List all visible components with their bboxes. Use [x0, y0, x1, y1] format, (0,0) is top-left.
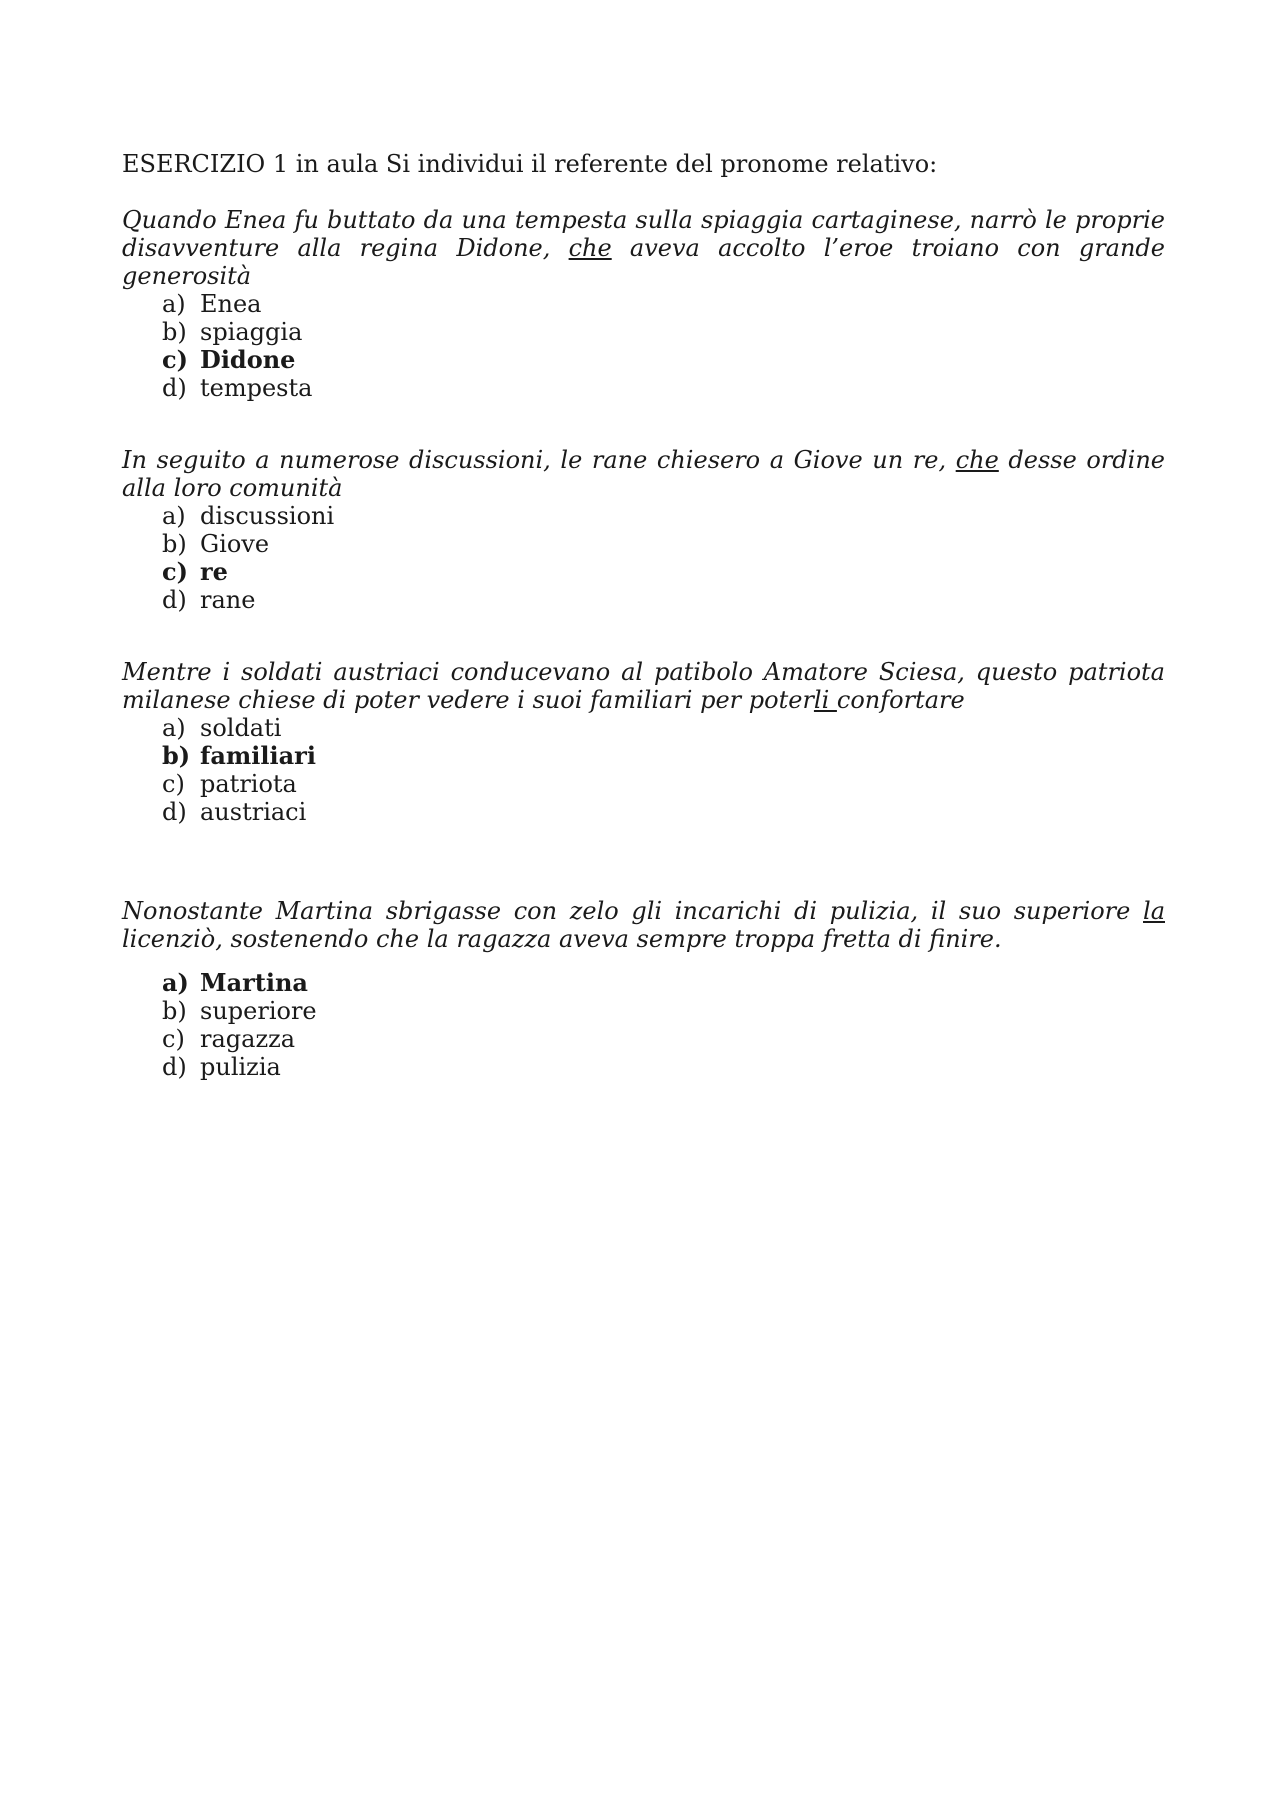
- option-letter: d): [162, 798, 187, 826]
- question-block-4: [122, 897, 1165, 1081]
- option-c: [162, 770, 1165, 798]
- option-a: [162, 502, 1165, 530]
- question-text-before: Quando Enea fu buttato da una tempesta sulla spiaggia cartaginese, narrò le proprie disavventure alla regina Didone,: [122, 206, 1165, 262]
- option-b: [162, 318, 1165, 346]
- answer-options: [122, 290, 1165, 402]
- option-letter: b): [162, 530, 187, 558]
- question-text-after: confortare: [836, 686, 965, 714]
- option-text: patriota: [200, 770, 297, 798]
- option-letter: c): [162, 770, 185, 798]
- option-text: superiore: [200, 997, 317, 1025]
- option-letter: a): [162, 502, 186, 530]
- option-text: tempesta: [200, 374, 313, 402]
- option-d: [162, 586, 1165, 614]
- question-text-before: Nonostante Martina sbrigasse con zelo gli incarichi di pulizia, il suo superiore: [122, 897, 1144, 925]
- option-text: ragazza: [200, 1025, 296, 1053]
- question-text-before: Mentre i soldati austriaci conducevano al patibolo Amatore Sciesa, questo patriota milanese chiese di poter vedere i suoi familiari per poter: [122, 658, 1165, 714]
- answer-options: [122, 502, 1165, 614]
- option-text: rane: [200, 586, 256, 614]
- question-block-1: [122, 206, 1165, 402]
- question-text-after: aveva accolto l’eroe troiano con grande generosità: [122, 234, 1166, 290]
- option-c-correct: [162, 558, 1165, 586]
- option-text: familiari: [200, 741, 316, 770]
- option-letter: b): [162, 741, 191, 770]
- option-letter: a): [162, 968, 189, 997]
- answer-options: [122, 969, 1165, 1081]
- option-d: [162, 1053, 1165, 1081]
- question-text: [122, 658, 1165, 714]
- exercise-heading: ESERCIZIO 1 in aula Si individui il referente del pronome relativo:: [122, 150, 938, 178]
- pronoun-underlined: la: [1143, 897, 1165, 925]
- option-c-correct: [162, 346, 1165, 374]
- option-text: discussioni: [200, 502, 335, 530]
- pronoun-underlined: che: [955, 446, 999, 474]
- option-text: re: [200, 557, 228, 586]
- option-a: [162, 290, 1165, 318]
- question-text-after: licenziò, sostenendo che la ragazza aveva sempre troppa fretta di finire.: [122, 925, 1002, 953]
- option-text: pulizia: [200, 1053, 281, 1081]
- question-text: [122, 206, 1165, 290]
- option-letter: b): [162, 997, 187, 1025]
- option-b-correct: [162, 742, 1165, 770]
- option-b: [162, 530, 1165, 558]
- option-letter: a): [162, 714, 186, 742]
- option-letter: c): [162, 557, 188, 586]
- option-text: Enea: [200, 290, 262, 318]
- option-text: spiaggia: [200, 318, 303, 346]
- question-block-2: [122, 446, 1165, 614]
- option-letter: d): [162, 1053, 187, 1081]
- option-a: [162, 714, 1165, 742]
- option-letter: d): [162, 586, 187, 614]
- option-letter: b): [162, 318, 187, 346]
- option-letter: c): [162, 1025, 185, 1053]
- question-text: [122, 897, 1165, 953]
- pronoun-underlined: li: [813, 686, 837, 714]
- option-a-correct: [162, 969, 1165, 997]
- option-text: Martina: [200, 968, 308, 997]
- option-text: austriaci: [200, 798, 307, 826]
- option-text: soldati: [200, 714, 282, 742]
- option-text: Didone: [200, 345, 296, 374]
- option-d: [162, 374, 1165, 402]
- pronoun-underlined: che: [568, 234, 612, 262]
- option-c: [162, 1025, 1165, 1053]
- answer-options: [122, 714, 1165, 826]
- option-letter: a): [162, 290, 186, 318]
- question-text: [122, 446, 1165, 502]
- option-text: Giove: [200, 530, 270, 558]
- option-letter: d): [162, 374, 187, 402]
- question-text-after: desse ordine alla loro comunità: [122, 446, 1166, 502]
- option-d: [162, 798, 1165, 826]
- option-letter: c): [162, 345, 188, 374]
- question-text-before: In seguito a numerose discussioni, le rane chiesero a Giove un re,: [122, 446, 956, 474]
- question-block-3: [122, 658, 1165, 826]
- option-b: [162, 997, 1165, 1025]
- document-page: [122, 150, 1165, 1081]
